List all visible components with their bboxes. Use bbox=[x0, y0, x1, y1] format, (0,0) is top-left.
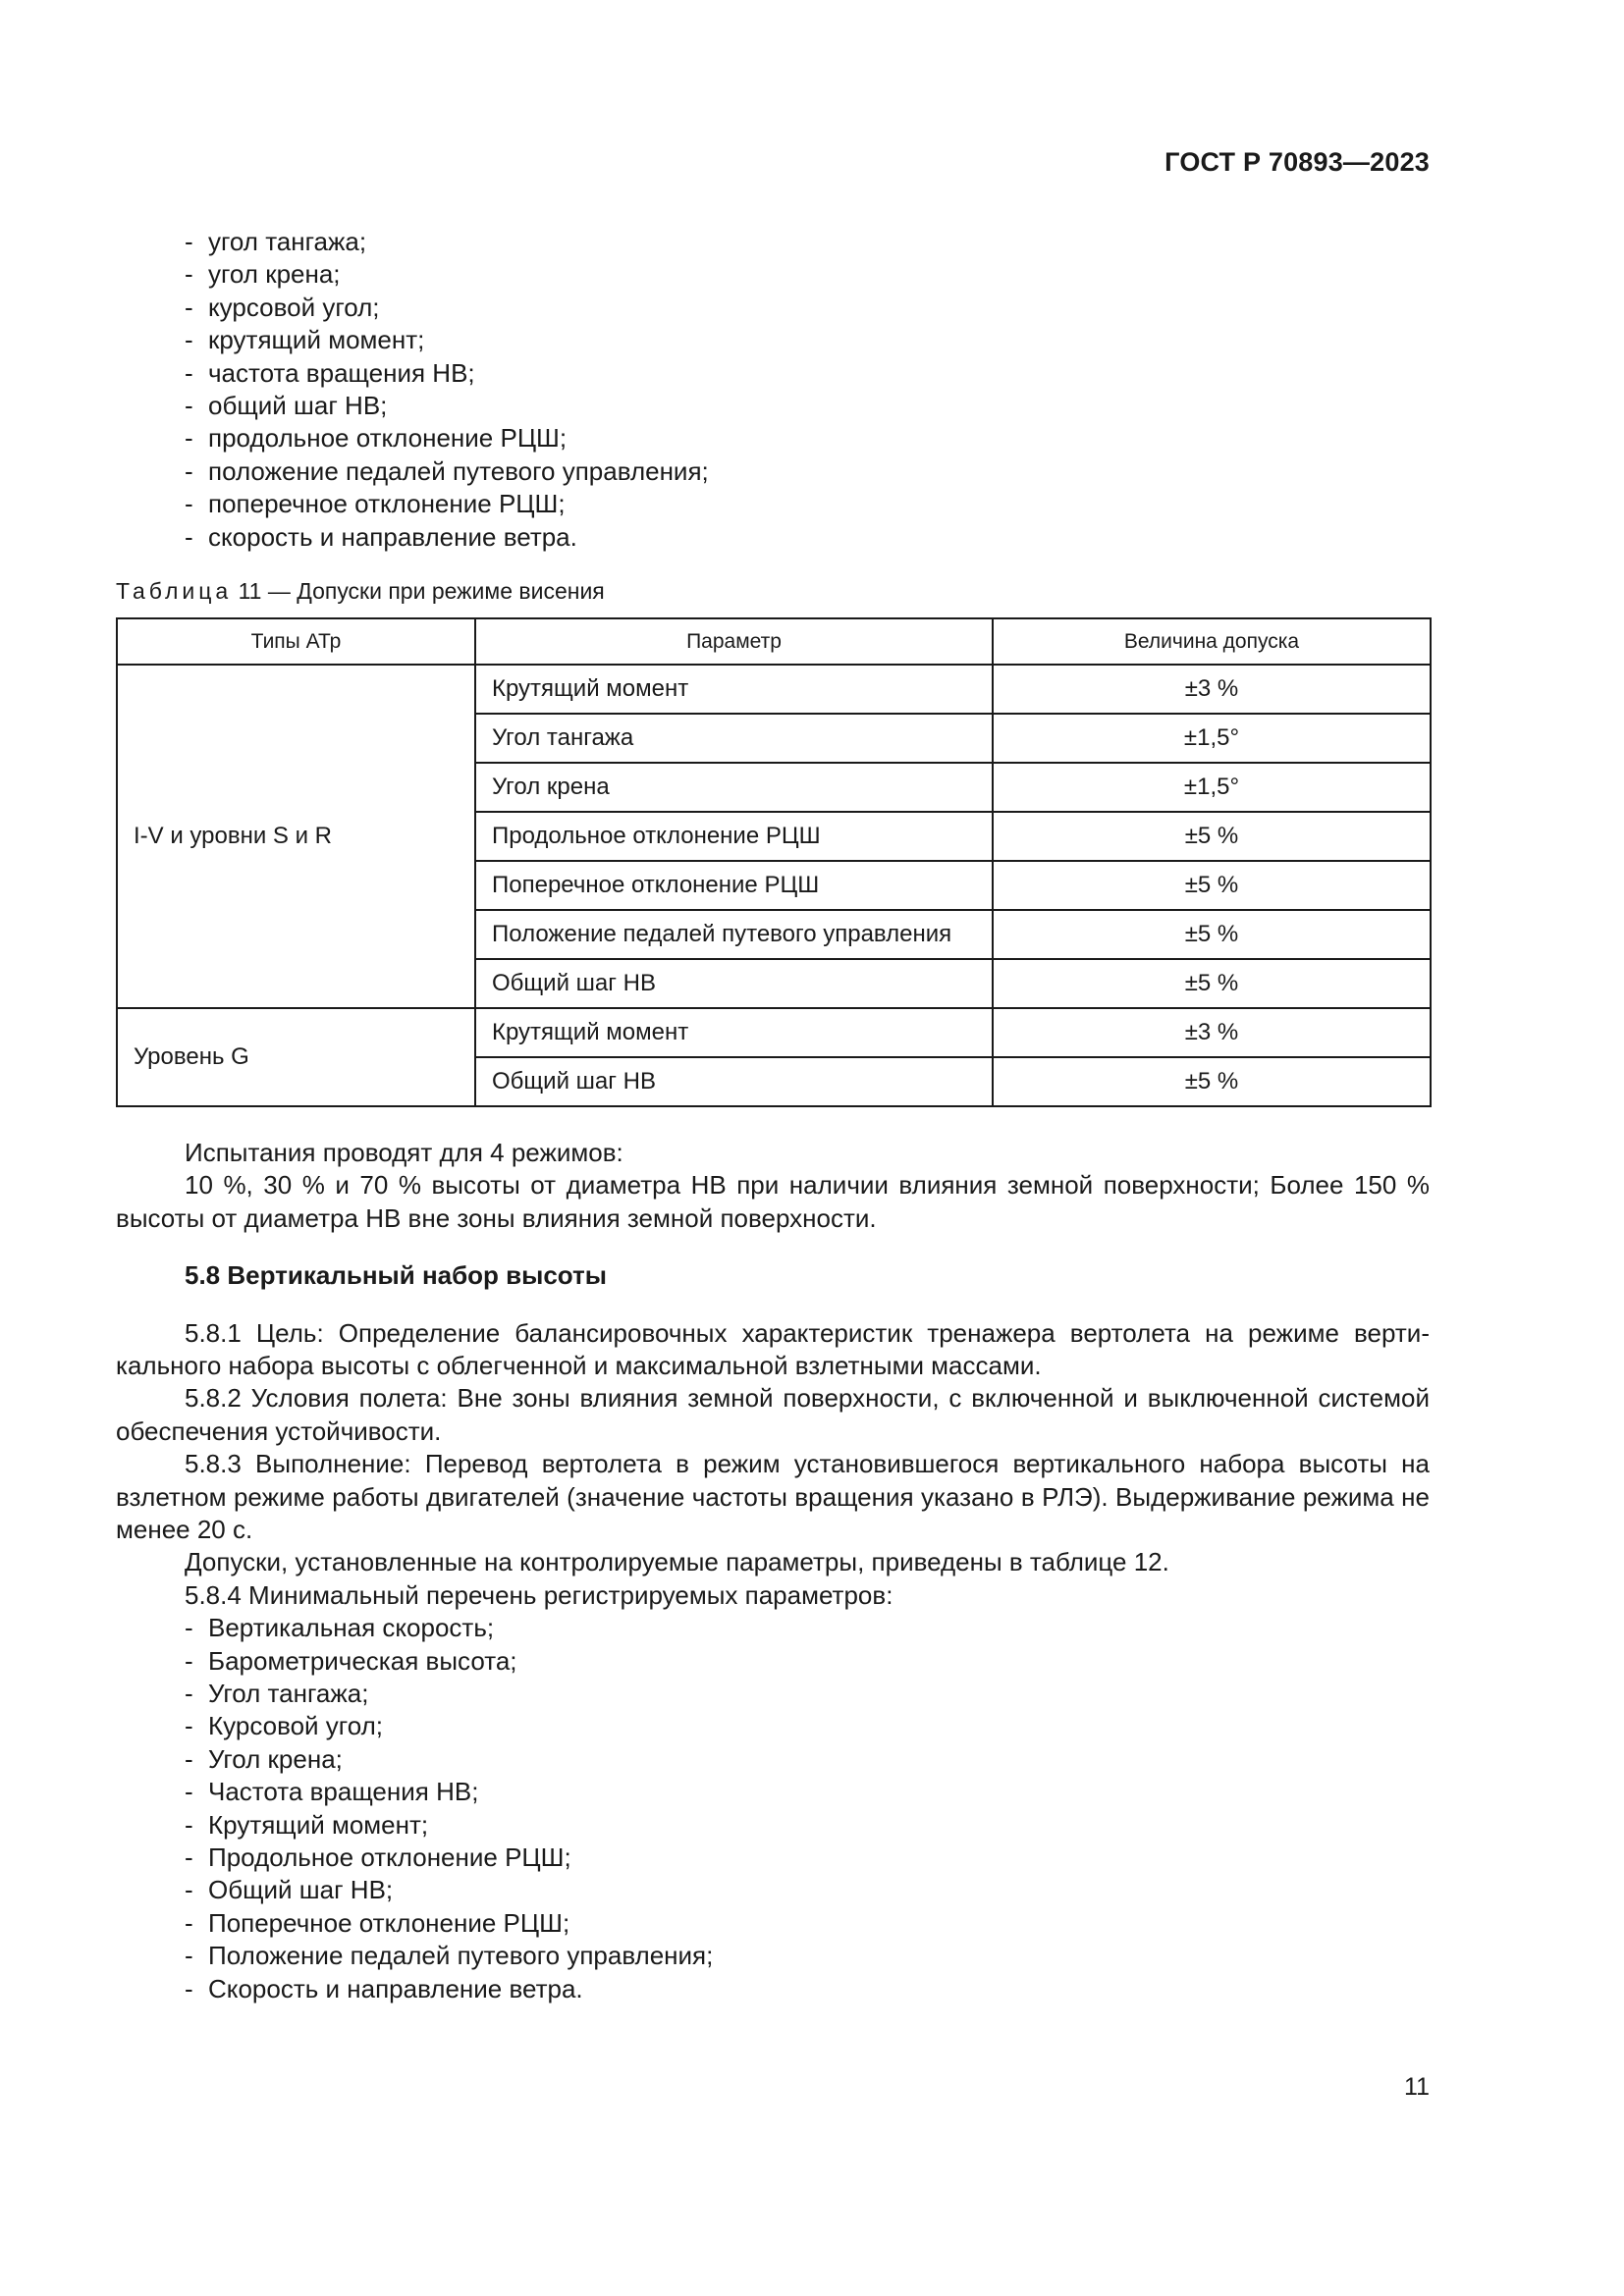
value-cell: ±5 % bbox=[993, 959, 1431, 1008]
list-item: - Частота вращения НВ; bbox=[116, 1776, 1430, 1808]
body-text bbox=[116, 1137, 1430, 2005]
value-cell: ±5 % bbox=[993, 861, 1431, 910]
table-caption-word: Таблица bbox=[116, 578, 233, 604]
paragraph: 10 %, 30 % и 70 % высоты от диаметра НВ при наличии влияния земной поверхности; Более 150 % высоты от диаметра НВ вне зоны влияния земной поверхности. bbox=[116, 1170, 1430, 1233]
paragraph: Допуски, установленные на контролируемые параметры, приведены в таблице 12. bbox=[185, 1547, 1169, 1577]
list-item: - общий шаг НВ; bbox=[116, 390, 709, 422]
document-code: ГОСТ Р 70893—2023 bbox=[1164, 147, 1430, 177]
list-item: - Барометрическая высота; bbox=[116, 1645, 1430, 1678]
value-cell: ±5 % bbox=[993, 1057, 1431, 1106]
list-item: - Угол крена; bbox=[116, 1743, 1430, 1776]
param-cell: Угол тангажа bbox=[475, 714, 993, 763]
parameter-list bbox=[116, 226, 709, 554]
param-cell: Продольное отклонение РЦШ bbox=[475, 812, 993, 861]
param-cell: Угол крена bbox=[475, 763, 993, 812]
list-item: - скорость и направление ветра. bbox=[116, 521, 709, 554]
column-header: Типы АТр bbox=[117, 618, 475, 665]
paragraph: 5.8.4 Минимальный перечень регистрируемых параметров: bbox=[185, 1579, 893, 1610]
list-item: - Поперечное отклонение РЦШ; bbox=[116, 1907, 1430, 1940]
list-item: - курсовой угол; bbox=[116, 292, 709, 324]
param-cell: Крутящий момент bbox=[475, 665, 993, 714]
table-header-row bbox=[117, 618, 1431, 665]
list-item: - крутящий момент; bbox=[116, 324, 709, 356]
list-item: - положение педалей путевого управления; bbox=[116, 455, 709, 488]
type-cell: I-V и уровни S и R bbox=[117, 665, 475, 1008]
list-item: - поперечное отклонение РЦШ; bbox=[116, 488, 709, 520]
value-cell: ±5 % bbox=[993, 910, 1431, 959]
section-heading: 5.8 Вертикальный набор высоты bbox=[185, 1260, 607, 1291]
paragraph: Испытания проводят для 4 режимов: bbox=[185, 1138, 623, 1167]
table-caption-title: 11 — Допуски при режиме висения bbox=[232, 578, 605, 604]
column-header: Величина допуска bbox=[993, 618, 1431, 665]
param-cell: Крутящий момент bbox=[475, 1008, 993, 1057]
list-item: - Скорость и направление ветра. bbox=[116, 1973, 1430, 2005]
list-item: - частота вращения НВ; bbox=[116, 357, 709, 390]
document-page bbox=[116, 0, 1430, 2296]
list-item: - Положение педалей путевого управления; bbox=[116, 1940, 1430, 1972]
list-item: - Продольное отклонение РЦШ; bbox=[116, 1842, 1430, 1874]
value-cell: ±3 % bbox=[993, 1008, 1431, 1057]
paragraph: 5.8.1 Цель: Определение балансировочных характеристик тренажера вертолета на режиме вертикального набора высоты с облегченной и максимальной взлетными массами. bbox=[116, 1317, 1430, 1381]
value-cell: ±1,5° bbox=[993, 763, 1431, 812]
list-item: - Общий шаг НВ; bbox=[116, 1874, 1430, 1906]
list-item: - Вертикальная скорость; bbox=[116, 1612, 1430, 1644]
table-row bbox=[117, 1008, 1431, 1057]
list-item: - угол крена; bbox=[116, 258, 709, 291]
list-item: - Угол тангажа; bbox=[116, 1678, 1430, 1710]
param-cell: Положение педалей путевого управления bbox=[475, 910, 993, 959]
tolerance-table bbox=[116, 617, 1432, 1107]
column-header: Параметр bbox=[475, 618, 993, 665]
table-caption bbox=[116, 575, 605, 607]
paragraph: 5.8.2 Условия полета: Вне зоны влияния земной поверхности, с включенной и выключенной системой обеспечения устойчивости. bbox=[116, 1383, 1430, 1446]
paragraph: 5.8.3 Выполнение: Перевод вертолета в режим установившегося вертикального набора высоты на взлетном режиме работы двигателей (значение частоты вращения указано в РЛЭ). Выдерживание режима не менее 20 с. bbox=[116, 1449, 1430, 1545]
param-cell: Поперечное отклонение РЦШ bbox=[475, 861, 993, 910]
type-cell: Уровень G bbox=[117, 1008, 475, 1106]
value-cell: ±3 % bbox=[993, 665, 1431, 714]
list-item: - Курсовой угол; bbox=[116, 1710, 1430, 1742]
value-cell: ±1,5° bbox=[993, 714, 1431, 763]
registered-parameters-list bbox=[116, 1612, 1430, 2005]
table-row bbox=[117, 665, 1431, 714]
param-cell: Общий шаг НВ bbox=[475, 959, 993, 1008]
value-cell: ±5 % bbox=[993, 812, 1431, 861]
page-number: 11 bbox=[1404, 2073, 1430, 2101]
list-item: - продольное отклонение РЦШ; bbox=[116, 422, 709, 454]
param-cell: Общий шаг НВ bbox=[475, 1057, 993, 1106]
list-item: - угол тангажа; bbox=[116, 226, 709, 258]
list-item: - Крутящий момент; bbox=[116, 1809, 1430, 1842]
